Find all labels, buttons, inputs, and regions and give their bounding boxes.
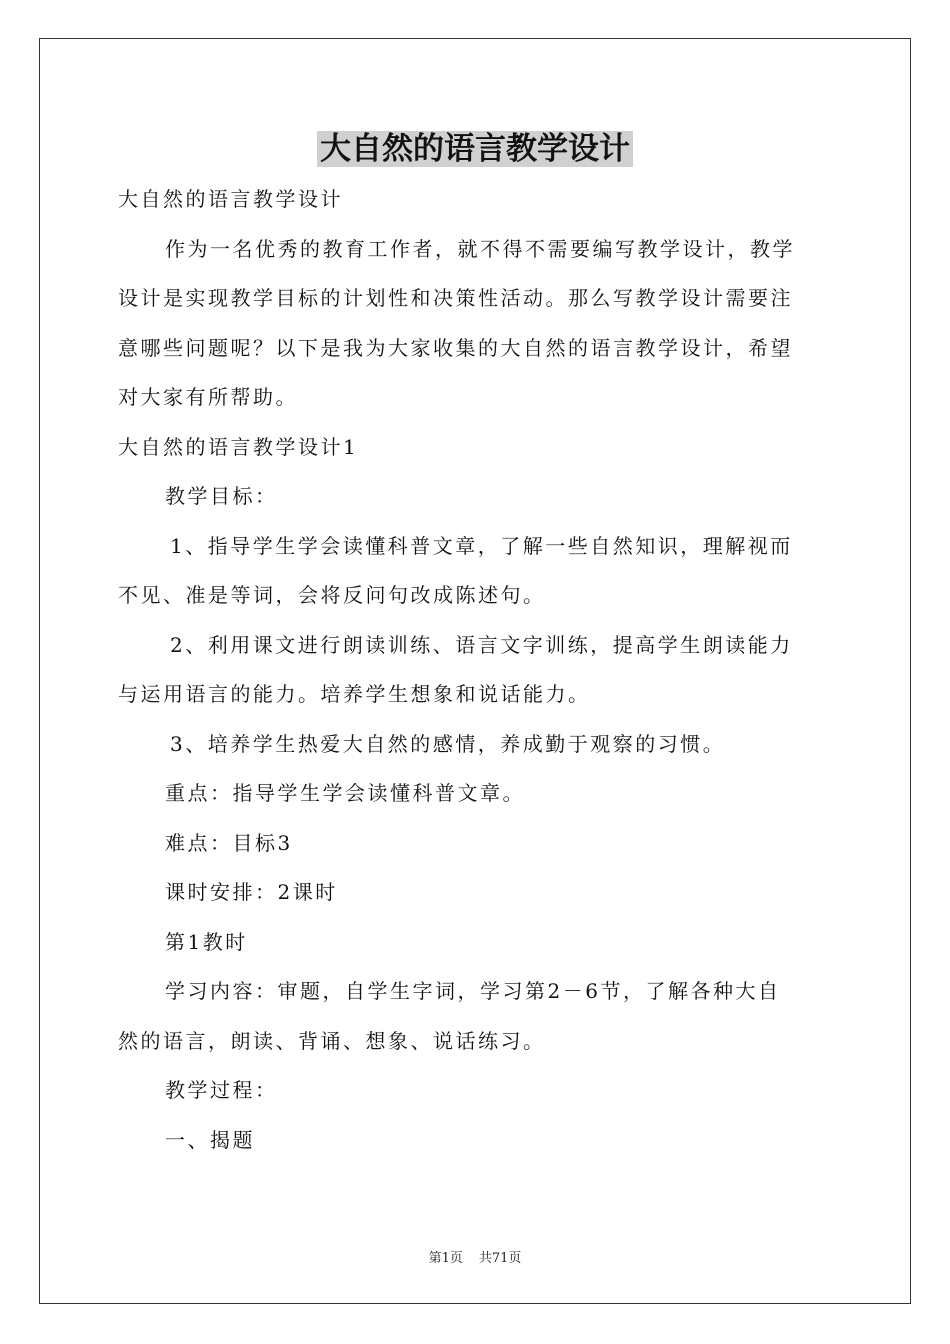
page-footer	[0, 1247, 950, 1266]
document-body	[118, 175, 833, 1165]
body-line: 难点：目标3	[165, 830, 293, 855]
body-line: 然的语言，朗读、背诵、想象、说话练习。	[118, 1028, 546, 1053]
body-line: 意哪些问题呢？以下是我为大家收集的大自然的语言教学设计，希望	[118, 335, 793, 360]
body-line: 学习内容：审题，自学生字词，学习第2－6节，了解各种大自	[165, 979, 781, 1003]
document-title-text: 大自然的语言教学设计	[317, 131, 633, 167]
body-line: 3、培养学生热爱大自然的感情，养成勤于观察的习惯。	[170, 731, 726, 756]
body-line: 第1教时	[165, 929, 248, 954]
page-total: 共71页	[478, 1251, 522, 1266]
body-line: 对大家有所帮助。	[118, 385, 298, 409]
body-line: 教学过程：	[165, 1078, 278, 1102]
body-line: 设计是实现教学目标的计划性和决策性活动。那么写教学设计需要注	[118, 286, 793, 310]
body-line: 2、利用课文进行朗读训练、语言文字训练，提高学生朗读能力	[170, 632, 793, 657]
body-line: 课时安排：2课时	[165, 880, 338, 904]
body-line: 大自然的语言教学设计1	[118, 434, 359, 459]
body-line: 大自然的语言教学设计	[118, 187, 343, 211]
document-title	[0, 124, 950, 174]
page-number: 第1页	[428, 1251, 463, 1266]
body-line: 1、指导学生学会读懂科普文章，了解一些自然知识，理解视而	[170, 533, 793, 558]
body-line: 一、揭题	[165, 1127, 255, 1152]
body-line: 作为一名优秀的教育工作者，就不得不需要编写教学设计，教学	[165, 236, 795, 261]
body-line: 重点：指导学生学会读懂科普文章。	[165, 781, 525, 805]
body-line: 与运用语言的能力。培养学生想象和说话能力。	[118, 682, 591, 706]
body-line: 不见、准是等词，会将反问句改成陈述句。	[118, 583, 546, 607]
body-line: 教学目标：	[165, 484, 278, 508]
